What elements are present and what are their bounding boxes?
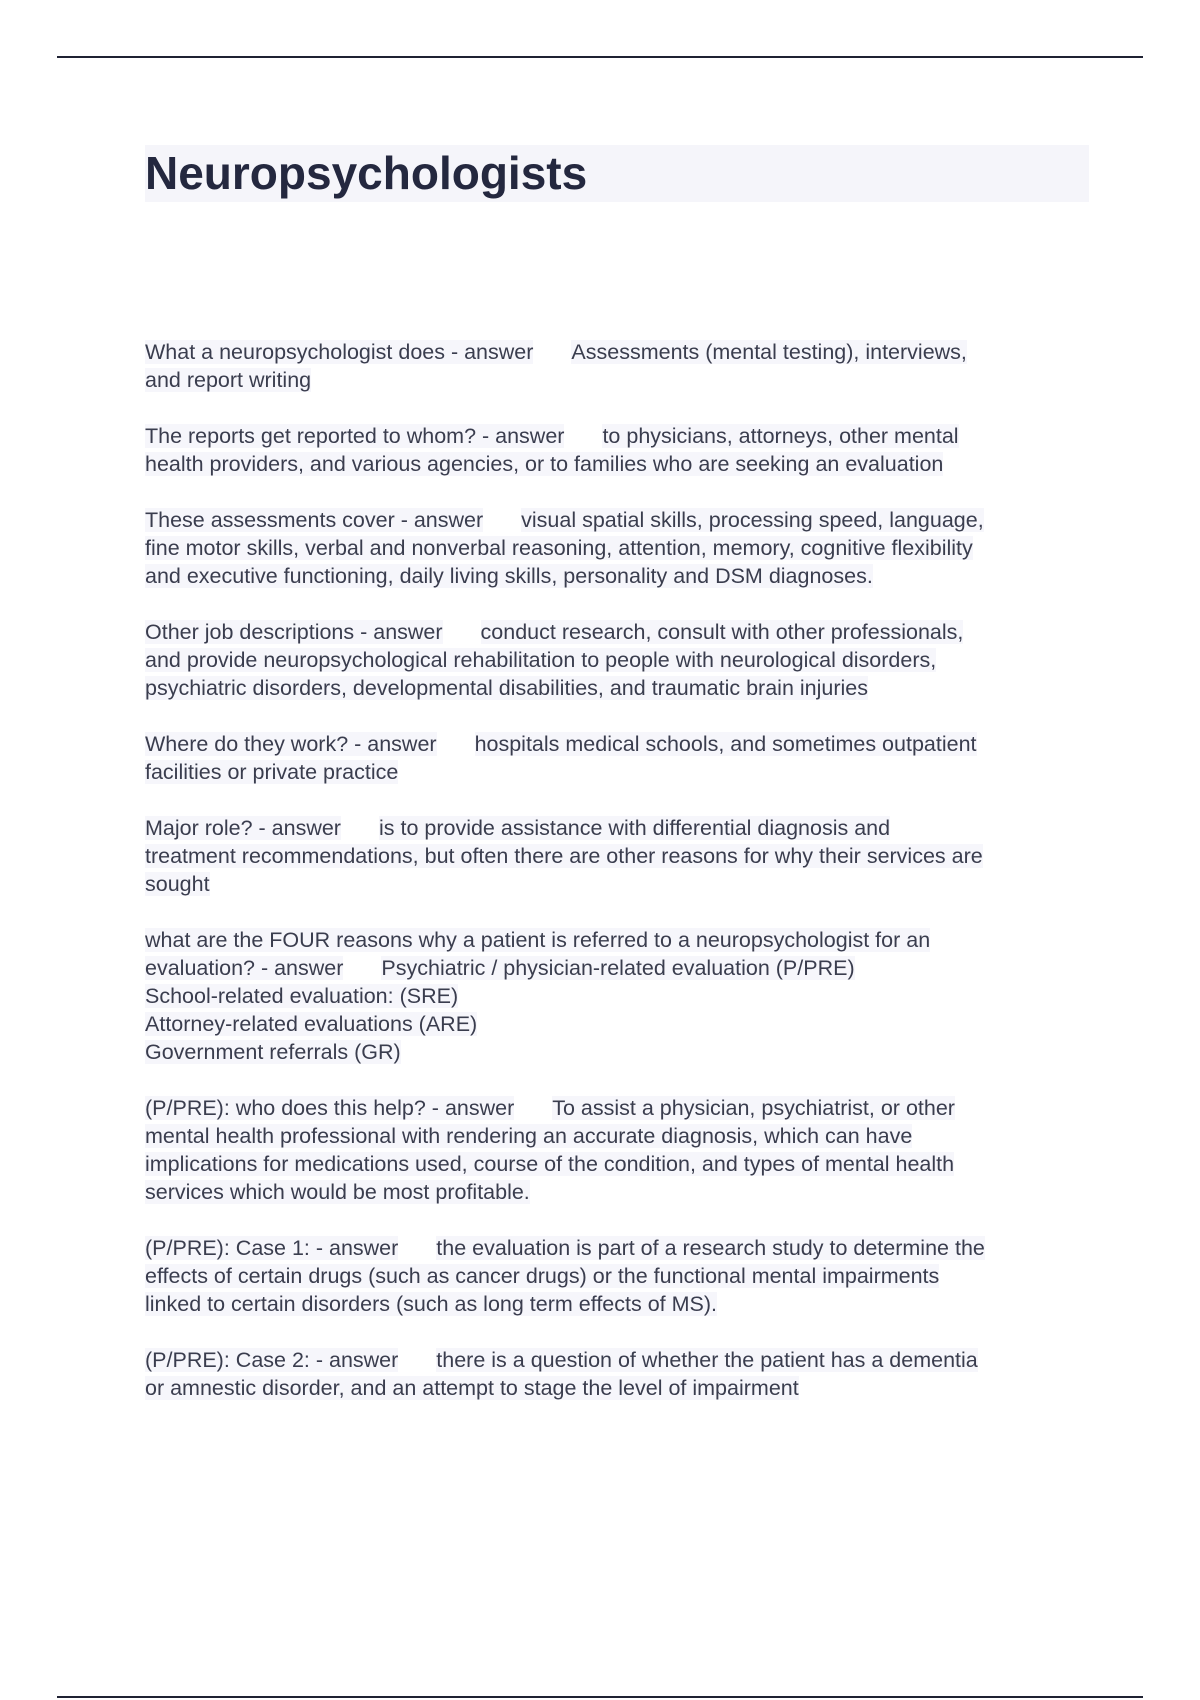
qa-line bbox=[145, 534, 1095, 562]
qa-text: Government referrals (GR) bbox=[145, 1040, 401, 1064]
qa-question-text: These assessments cover - answer bbox=[145, 508, 484, 532]
qa-question-text: The reports get reported to whom? - answer bbox=[145, 424, 565, 448]
top-rule bbox=[57, 56, 1143, 58]
qa-line bbox=[145, 982, 1095, 1010]
qa-question-text: (P/PRE): Case 1: - answer bbox=[145, 1236, 399, 1260]
qa-entry bbox=[145, 506, 1095, 590]
qa-line bbox=[145, 730, 1095, 758]
qa-line bbox=[145, 506, 1095, 534]
qa-line bbox=[145, 1122, 1095, 1150]
qa-text: what are the FOUR reasons why a patient is referred to a neuropsychologist for an bbox=[145, 928, 931, 952]
qa-text: treatment recommendations, but often there are other reasons for why their services are bbox=[145, 844, 983, 868]
qa-text: the evaluation is part of a research study to determine the bbox=[436, 1236, 985, 1260]
qa-text: services which would be most profitable. bbox=[145, 1180, 530, 1204]
qa-line bbox=[145, 1262, 1095, 1290]
qa-line bbox=[145, 1234, 1095, 1262]
qa-text: there is a question of whether the patient has a dementia bbox=[436, 1348, 978, 1372]
qa-text: fine motor skills, verbal and nonverbal reasoning, attention, memory, cognitive flexibility bbox=[145, 536, 973, 560]
qa-text: mental health professional with rendering an accurate diagnosis, which can have bbox=[145, 1124, 913, 1148]
qa-line bbox=[145, 646, 1095, 674]
qa-text: implications for medications used, course of the condition, and types of mental health bbox=[145, 1152, 955, 1176]
qa-list bbox=[145, 338, 1095, 1430]
qa-line bbox=[145, 422, 1095, 450]
qa-question-text: Major role? - answer bbox=[145, 816, 341, 840]
qa-line bbox=[145, 1374, 1095, 1402]
qa-text: School-related evaluation: (SRE) bbox=[145, 984, 459, 1008]
qa-text: Attorney-related evaluations (ARE) bbox=[145, 1012, 478, 1036]
qa-entry bbox=[145, 814, 1095, 898]
qa-line bbox=[145, 814, 1095, 842]
qa-text: psychiatric disorders, developmental disabilities, and traumatic brain injuries bbox=[145, 676, 868, 700]
qa-text: Assessments (mental testing), interviews, bbox=[571, 340, 967, 364]
qa-line bbox=[145, 562, 1095, 590]
qa-text: health providers, and various agencies, or to families who are seeking an evaluation bbox=[145, 452, 944, 476]
qa-line bbox=[145, 338, 1095, 366]
qa-line bbox=[145, 674, 1095, 702]
qa-question-text: Where do they work? - answer bbox=[145, 732, 437, 756]
qa-entry bbox=[145, 618, 1095, 702]
qa-line bbox=[145, 1178, 1095, 1206]
qa-line bbox=[145, 366, 1095, 394]
qa-question-text: (P/PRE): who does this help? - answer bbox=[145, 1096, 515, 1120]
qa-text: effects of certain drugs (such as cancer drugs) or the functional mental impairments bbox=[145, 1264, 940, 1288]
qa-question-text: (P/PRE): Case 2: - answer bbox=[145, 1348, 399, 1372]
qa-text: To assist a physician, psychiatrist, or other bbox=[552, 1096, 955, 1120]
bottom-rule bbox=[57, 1696, 1143, 1698]
qa-text: sought bbox=[145, 872, 210, 896]
qa-line bbox=[145, 758, 1095, 786]
qa-line bbox=[145, 1094, 1095, 1122]
qa-text: conduct research, consult with other professionals, bbox=[480, 620, 964, 644]
title-block bbox=[145, 145, 1089, 202]
qa-question-text: What a neuropsychologist does - answer bbox=[145, 340, 534, 364]
qa-line bbox=[145, 618, 1095, 646]
qa-question-text: Other job descriptions - answer bbox=[145, 620, 443, 644]
qa-line bbox=[145, 1150, 1095, 1178]
qa-text: linked to certain disorders (such as long term effects of MS). bbox=[145, 1292, 717, 1316]
qa-question-text: evaluation? - answer bbox=[145, 956, 344, 980]
qa-text: Psychiatric / physician-related evaluation (P/PRE) bbox=[381, 956, 855, 980]
qa-entry bbox=[145, 926, 1095, 1066]
qa-line bbox=[145, 1290, 1095, 1318]
qa-line bbox=[145, 1010, 1095, 1038]
qa-entry bbox=[145, 1346, 1095, 1402]
page-title: Neuropsychologists bbox=[145, 147, 588, 199]
qa-text: and executive functioning, daily living skills, personality and DSM diagnoses. bbox=[145, 564, 873, 588]
qa-text: is to provide assistance with differential diagnosis and bbox=[378, 816, 891, 840]
qa-line bbox=[145, 842, 1095, 870]
qa-text: to physicians, attorneys, other mental bbox=[602, 424, 959, 448]
qa-text: and provide neuropsychological rehabilitation to people with neurological disorders, bbox=[145, 648, 937, 672]
qa-entry bbox=[145, 338, 1095, 394]
qa-line bbox=[145, 954, 1095, 982]
qa-entry bbox=[145, 1094, 1095, 1206]
qa-line bbox=[145, 926, 1095, 954]
qa-text: facilities or private practice bbox=[145, 760, 399, 784]
qa-entry bbox=[145, 730, 1095, 786]
qa-line bbox=[145, 870, 1095, 898]
qa-text: hospitals medical schools, and sometimes outpatient bbox=[474, 732, 977, 756]
qa-text: visual spatial skills, processing speed, language, bbox=[521, 508, 984, 532]
qa-line bbox=[145, 1346, 1095, 1374]
qa-entry bbox=[145, 422, 1095, 478]
qa-text: and report writing bbox=[145, 368, 312, 392]
qa-line bbox=[145, 450, 1095, 478]
qa-entry bbox=[145, 1234, 1095, 1318]
qa-text: or amnestic disorder, and an attempt to stage the level of impairment bbox=[145, 1376, 799, 1400]
qa-line bbox=[145, 1038, 1095, 1066]
